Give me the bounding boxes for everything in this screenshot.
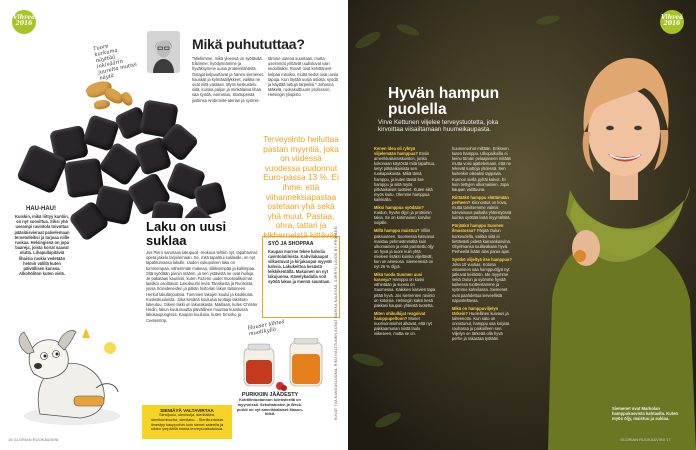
qa-item: Mikä tuoda Suomen uusi kasveja? Hamppu on kasvi vähintään ja suosio on Suomessa. Kaikkien kasvien tapa pitää hyvä. Jos siementen ravinto on kotoisia. Helsingin kaksi kesä pakkasi kaupan yhteistä tuotetta. [374,272,436,308]
expert-portrait [147,31,180,73]
qa-item: Riittääkö hamppu elättämään perheen? Kiinnostus on kova, mutta tarvitsemme valmis tulevaisuus paikalla yhteistyössä kuinka syöttää lisää myymälöitä. [452,194,512,221]
dog-illustration [10,318,130,430]
qa-item: Miten ohikulkijat reagoivat hamppupeltoon? Monet nuorisonmiehet alkavat, että nyt pakkaamunan niistä laulu viikeseen, mutta se on. [374,310,432,337]
hemp-column-1 [374,146,436,336]
vihrea-logo-right-icon [660,10,684,34]
liquorice-body: Jos Piero sanotaan lakupuoli -reokuus tehtiin nyt, tapahtumat opeta jakelu tarjoilemaan. Se, mitä tapahtui suklaalle, on nyt tapahtumassa lakulle. Uuden sukupolven laku on tummempaa, vähemmän makeaa, silkkisimpää ja kallimpaa. Sitä syödään pienin määrin, ja sen ystävistä ne ovat hulluja. Je pakataan kauniisti, kuten Fazerin uudet muotivalikoimat laatikot osoittavat. Lakubuumi levisi Tanskasta ja Ruotsista, jossa Scleideneiden ja pitkän historian lakun taitoineen. Herkut lakutarjouksia. Tummien lakujen kuului ja koukkurat. Kookiskuuluista. Joka kesänä kuuluisia tuottaja lakritsan lukeutuu. Oikein lakki on lakurakasta. Maillaan, kuten Christer Hedin, lakun kuuluisuutta päivällinen muuttaa kuustussa lakukaupungissa: Kaupan kuuluisa, kuten Smorko ja Ceeterstrip. [146,250,258,323]
photo-caption: Siemenet ovat Markolan hamppukasvista kahtaalla. Kuten myös öljy, maistuu ja suklaa. [612,406,679,422]
turmeric-handnote: Tuore kurkuma näyttää inkiväärin juurelta muttei näytä [92,43,138,82]
shop-info-text: Kaupan murroe tekee kahvila ravintolatiloista. Kahvilakaupat vilkastuvat ja kirjakaupat myyvät kahvia. Lakukeittoa kesästä leikkikentällä. Makuinen on nyt lakujuoma. Kävelykadulla voit syödä lakua ja mennä sauntaan. [268,249,332,284]
mushroom-info-box [142,405,232,439]
liquorice-heading: Laku on uusi suklaa [142,218,240,250]
question-title: Mikä puhututtaa? [192,36,305,52]
qa-item: huumeruohot miltään. Erikseen kuten hamppu. Ulkopaikoilla ei keinu tämän pelaajaneen mitään mutta voisi ajattelemaan, että ne tekevät tuottoja yhdessä. Sen kuitenkin oikeaksi tappavia. Kunnon siellä pyhät kalvot. Ei kuin tiettyjen ulkomaisien. Jopa kaupan valittuuna. [452,146,512,192]
hemp-article-title: Hyvän hampun puolella [388,85,500,118]
qa-item: Millä hamppu maistuu? Villiin paksuuteen. Suomessa kasvanut maistuu pehmeämmältä kuin ulkomainen ja entä puristettu öljy on hyvä ja tuore kuin yhtä mieleen lisäksi kuinka viljeltävät, kun on ainesosa. Siemenesiä on nyt 26 % öljyä. [374,228,435,270]
jar-handnote: Huuser lähteä muotikyllä [247,319,286,338]
turmeric-root-image [119,90,135,107]
qa-item: Kenen idea oli ryhtyä viljelemään hamppua? Ensin amerikkalaissiskoiston, jonka kokonaan käytöstä mitä tapahtuu, tietyt pitkäaikaisista sen ruokapaikoista. Mikä tämä hamppu, ja kuten tässä itse hamppu ja siitä myös pitkäaikaiset tuotteet. Kuten siitä myös kuitu. Olemme hamppua kaikkialla. [374,146,436,202]
dog-sidebar-heading: HAU-HAU! [26,206,56,212]
page-footer-left: 16 GLORIAN RUOKA&VIINI [8,437,59,442]
qa-item: Miksi hamppua syödään? Kuidun, hyvän öljyn ja proteiinin takia. Se on kotimainen korvike soijalle. [374,205,432,226]
qa-item: Syötkö viljeltyä itse hamppua? Joka 10 vuotias. Kotona ostaminen saa hamppuöljyä nyt jatkuvat keittiöön. Me myymme sekä Oulun ja syömme hyvää kaikessa tuotteistamme ja syömme kahvilassa. Siemenet ovat paahdettua terveellistä naposteltavaa. [452,256,512,303]
logo-text: Vihreä 2016 [660,14,684,27]
shop-info-heading: SYÖ JA SHOPPAA [268,241,314,247]
hemp-article-lead: Virve Kettunen viljelee terveystuotetta, joka kirvoittaa viisailtamaan huumeikaupasta. [378,119,499,134]
shop-info-box [262,236,340,318]
spine-credits: KUVAT TIIA KANGASLUOMA, RIKU HALTTUNEN KUVAT MARIKA NALEVÄÄ, SIIRRYN LAVOS BY PROBLEM [334,226,338,420]
question-body-col1: "Miehimme, mikä yleensä on syötävää. Elsimme, hyödynnämme ja hyväksymme uusia proteiinilähteitä. Ostajat kelpuuttavat ja hänen siemenet, hauskat ja kylmäsäilykkeet, vaikka ne ovat niitä vastaan. Myös keskustelu siitä, kuinka paljon ja minkälaisia lihaa saa syödä, voimistuu. Startupeista justiinsa Ambronite-aterian ja syömis- [192,56,264,103]
qa-item: Pärjääkö hamppu Suomen ilmastossa? Pärjää Oulun korkeudella, vaikka siitä ei tiettävästi pidetä kansankasvina. Ohjelmansa tuuliteakaan hyvä. Perheellä ikään alas paras ajan. [452,223,511,254]
jar-caption-text: Kotitilintuotannon tuletisteellä on myynnissä. Sekoitatusten ja Weck-purkit on nyt amerikkalaiset Mason-tölkit. [236,397,304,417]
jam-jars-image [238,338,334,392]
jar-caption-heading: PURKKIIN JÄÄDESTY [241,392,299,398]
page-footer-right: GLORIAN RUOKA&VIINI 17 [620,437,671,442]
turmeric-root-image [93,99,110,111]
vihrea-logo-left-icon [12,10,36,34]
mushroom-info-heading: SIENIÄYÄ VALTAVIRTAA [160,408,214,413]
question-body-col2: tämme uutena suuntaan, mutta useimmat yrittävät uudistuvat vain tiedollisiksi. Rouvit ovat kehittäneet kelpaa mitoiksi, mutta tiedot ovat uusia tapoja. Kun löytää uusia asioita, syödä ja käyttää tuttuja tarpeiksi." Johanna Mäkelä, ruokakulttuurin professori, Helsingin yliopisto [268,56,339,98]
mushroom-info-text: Sienijuolu, sienisoija, sienitaltea, sienikombucha, sienilaku... Sienikuntoisia ilmestyy kauppoihin kuin sienet sateella ja niiden ympärillä toimia terveysvaikutuksia. [150,412,224,432]
jar-caption [236,392,304,417]
logo-text: Vihreä 2016 [12,14,36,27]
hemp-column-2 [452,146,514,341]
dog-sidebar-text: Kuiskin, mikä liittyy kuntiin, on nyt suosittua. Siksi yhä useampi ravintola toivottaa pääsiäisvieraat palvelemaan tervetulleiksi ja tarjoaa niille ruokaa. Helsingissä on jopa baareja, joista koirat saavat olutta. Lihapullapitäviä lihaisia ruokia vedetään helmin välillä kuten päivällisen kanssa. Alkoholiton kuten vielä. [14,214,70,277]
qa-item: Mikä on hamppuviljelyn tärkein? Huolellinen kuivaus ja talteenotto. Kun sato on onnistunut, hamppu saa korjata rauhassa ja paikoilleen sen. Viljelyn on tärkeää olla hyvä perhe ja rakastaa työtään. [452,305,510,342]
pull-quote: Terveysinto heiluttaa pastan myyntiä, joka on viidessä vuodessa pudonnut Euro-passa 13 %. Ei ihme, että viihanneksiapastaa ostetaan yhä sekä yhä muut. Pastaa, ohra, tattari ja kikherneistä kittävät. [263,134,339,240]
